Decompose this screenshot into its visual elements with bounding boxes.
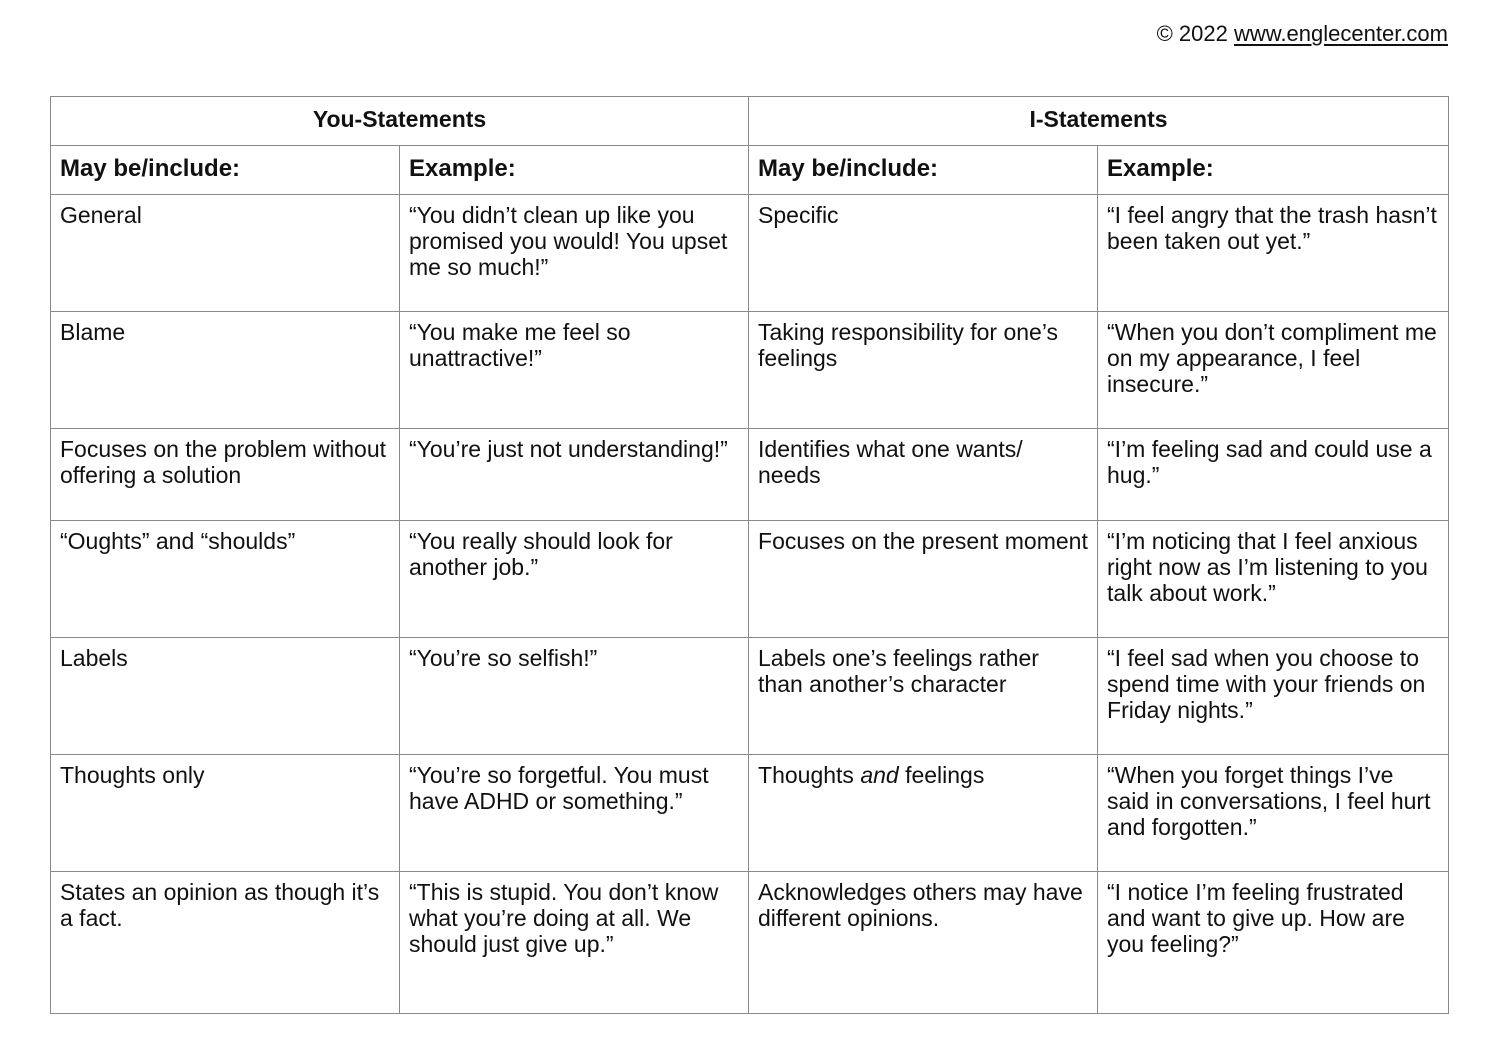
table-row [51,195,1449,312]
you-statements-header: You-Statements [51,97,749,146]
you-may-include-cell: States an opinion as though it’s a fact. [51,872,400,1014]
table-row [51,429,1449,521]
table-row [51,312,1449,429]
table-row [51,521,1449,638]
i-statements-header: I-Statements [749,97,1449,146]
i-may-include-cell: Focuses on the present moment [749,521,1098,638]
i-example-cell: “I notice I’m feeling frustrated and want to give up. How are you feeling?” [1098,872,1449,1014]
sub-header-row [51,146,1449,195]
you-may-include-cell: Labels [51,638,400,755]
i-example-cell: “I’m feeling sad and could use a hug.” [1098,429,1449,521]
i-may-include-cell: Specific [749,195,1098,312]
copyright-notice [1157,19,1448,49]
i-may-include-cell: Acknowledges others may have different opinions. [749,872,1098,1014]
i-example-cell: “I feel angry that the trash hasn’t been taken out yet.” [1098,195,1449,312]
i-may-include-header: May be/include: [749,146,1098,195]
i-may-include-cell: Identifies what one wants/ needs [749,429,1098,521]
you-example-cell: “You’re so forgetful. You must have ADHD or something.” [400,755,749,872]
group-header-row [51,97,1449,146]
you-example-cell: “You didn’t clean up like you promised you would! You upset me so much!” [400,195,749,312]
i-may-include-prefix: Thoughts [758,762,861,788]
you-example-cell: “You make me feel so unattractive!” [400,312,749,429]
i-example-cell: “I’m noticing that I feel anxious right now as I’m listening to you talk about work.” [1098,521,1449,638]
website-link[interactable]: www.englecenter.com [1234,21,1448,46]
i-example-cell: “When you forget things I’ve said in conversations, I feel hurt and forgotten.” [1098,755,1449,872]
you-example-header: Example: [400,146,749,195]
you-may-include-cell: “Oughts” and “shoulds” [51,521,400,638]
i-may-include-cell: Taking responsibility for one’s feelings [749,312,1098,429]
statements-table [50,96,1449,1014]
you-example-cell: “You’re so selfish!” [400,638,749,755]
table-row [51,872,1449,1014]
you-may-include-header: May be/include: [51,146,400,195]
i-example-cell: “I feel sad when you choose to spend time with your friends on Friday nights.” [1098,638,1449,755]
you-may-include-cell: Blame [51,312,400,429]
i-example-header: Example: [1098,146,1449,195]
you-example-cell: “You’re just not understanding!” [400,429,749,521]
i-may-include-cell: Labels one’s feelings rather than another’s character [749,638,1098,755]
you-may-include-cell: Focuses on the problem without offering a solution [51,429,400,521]
table-row [51,755,1449,872]
you-example-cell: “You really should look for another job.” [400,521,749,638]
i-may-include-emphasis: and [860,762,899,788]
you-may-include-cell: Thoughts only [51,755,400,872]
copyright-year: 2022 [1178,21,1228,46]
i-may-include-cell [749,755,1098,872]
you-may-include-cell: General [51,195,400,312]
you-example-cell: “This is stupid. You don’t know what you’re doing at all. We should just give up.” [400,872,749,1014]
table-row [51,638,1449,755]
i-may-include-suffix: feelings [898,762,985,788]
copyright-symbol: © [1156,21,1173,46]
i-example-cell: “When you don’t compliment me on my appearance, I feel insecure.” [1098,312,1449,429]
